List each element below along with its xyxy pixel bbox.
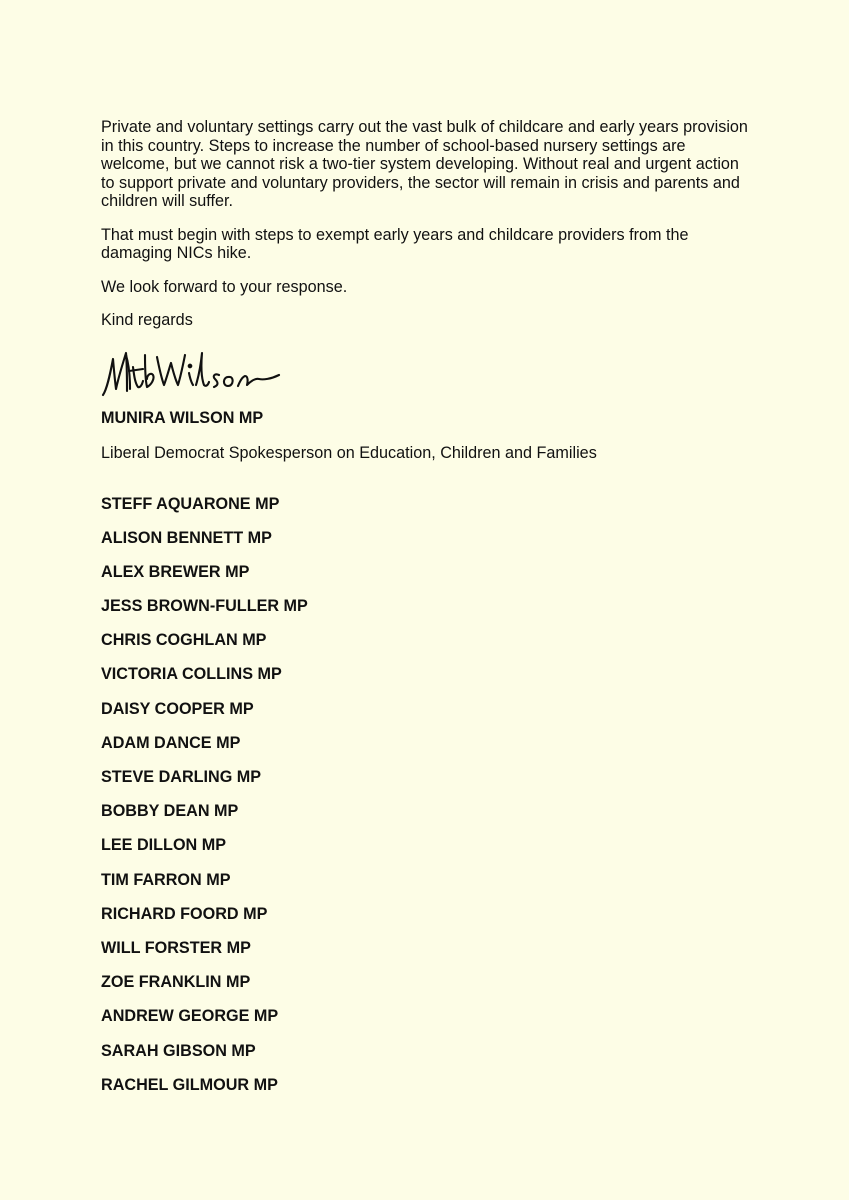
closing-salutation: Kind regards [101, 311, 193, 329]
co-signer-name: BOBBY DEAN MP [101, 802, 239, 821]
co-signer-name: SARAH GIBSON MP [101, 1041, 256, 1060]
body-paragraph-1: Private and voluntary settings carry out the vast bulk of childcare and early years provision in this country. Steps to increase the number of school-based nursery settings are welcome, but we cannot risk a two-tier system developing. Without real and urgent action to support private and voluntary providers, the sector will remain in crisis and parents and children will suffer. [101, 118, 748, 210]
co-signer-name: CHRIS COGHLAN MP [101, 631, 267, 650]
co-signer-name: ALEX BREWER MP [101, 562, 250, 581]
co-signer-name: VICTORIA COLLINS MP [101, 665, 282, 684]
body-paragraph-2: That must begin with steps to exempt early years and childcare providers from the damaging NICs hike. [101, 225, 689, 262]
signer-name: MUNIRA WILSON MP [101, 408, 264, 427]
co-signer-name: STEFF AQUARONE MP [101, 494, 280, 513]
handwritten-signature [101, 345, 291, 403]
co-signer-name: DAISY COOPER MP [101, 699, 254, 718]
co-signer-name: ALISON BENNETT MP [101, 528, 272, 547]
co-signers-list [101, 495, 751, 1094]
co-signer-name: ADAM DANCE MP [101, 733, 241, 752]
letter-page [101, 118, 751, 1110]
co-signer-name: ANDREW GEORGE MP [101, 1007, 279, 1026]
co-signer-name: ZOE FRANKLIN MP [101, 973, 251, 992]
co-signer-name: TIM FARRON MP [101, 870, 231, 889]
co-signer-name: RACHEL GILMOUR MP [101, 1075, 278, 1094]
signer-role: Liberal Democrat Spokesperson on Education, Children and Families [101, 443, 597, 462]
co-signer-name: WILL FORSTER MP [101, 938, 251, 957]
co-signer-name: LEE DILLON MP [101, 836, 227, 855]
body-paragraph-3: We look forward to your response. [101, 277, 348, 296]
co-signer-name: JESS BROWN-FULLER MP [101, 597, 308, 616]
co-signer-name: RICHARD FOORD MP [101, 904, 268, 923]
co-signer-name: STEVE DARLING MP [101, 768, 262, 786]
